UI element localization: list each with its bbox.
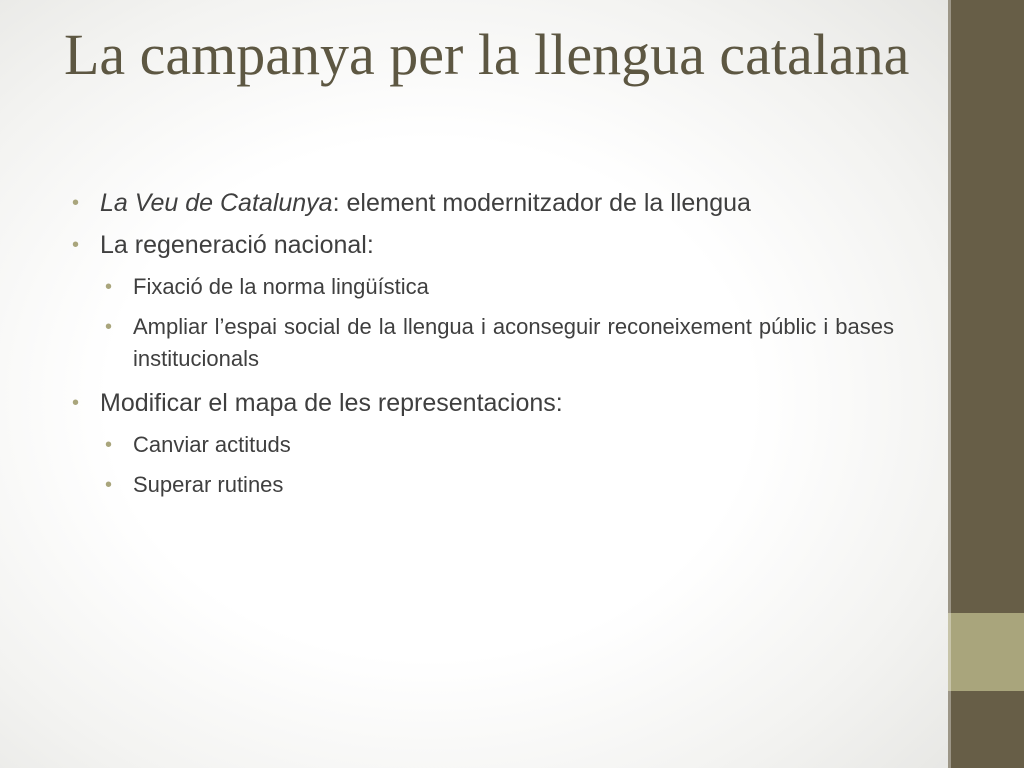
bullet-item	[72, 229, 894, 261]
sidebar-light-block	[948, 613, 1024, 691]
sidebar-dark-block-bottom	[948, 691, 1024, 768]
sub-bullet-icon: •	[105, 474, 113, 496]
sub-bullet-icon: •	[105, 276, 113, 298]
bullet-icon: •	[72, 392, 80, 414]
sub-bullet-icon: •	[105, 434, 113, 456]
sub-bullet-item	[105, 311, 894, 375]
sub-bullet-icon: •	[105, 316, 113, 338]
bullet-icon: •	[72, 192, 80, 214]
sub-bullet-item	[105, 271, 894, 303]
sidebar-edge-highlight	[948, 0, 951, 768]
slide-title: La campanya per la llengua catalana	[64, 22, 910, 87]
bullet-icon: •	[72, 234, 80, 256]
sub-bullet-list	[105, 271, 894, 375]
sub-bullet-item	[105, 429, 894, 461]
sidebar-dark-block	[948, 0, 1024, 613]
bullet-list	[72, 187, 894, 501]
bullet-text: : element modernitzador de la llengua	[332, 189, 751, 217]
decorative-sidebar	[948, 0, 1024, 768]
bullet-item	[72, 387, 894, 419]
sub-bullet-text: Ampliar l’espai social de la llengua i aconseguir reconeixement públic i bases institucionals	[133, 314, 894, 371]
bullet-italic-text: La Veu de Catalunya	[100, 189, 333, 217]
slide-content	[72, 187, 894, 513]
sub-bullet-list	[105, 429, 894, 501]
bullet-text: Modificar el mapa de les representacions:	[100, 389, 563, 417]
sub-bullet-text: Fixació de la norma lingüística	[133, 274, 429, 299]
sub-bullet-text: Superar rutines	[133, 472, 284, 497]
bullet-item	[72, 187, 894, 219]
sub-bullet-item	[105, 469, 894, 501]
bullet-text: La regeneració nacional:	[100, 231, 374, 259]
sub-bullet-text: Canviar actituds	[133, 432, 291, 457]
